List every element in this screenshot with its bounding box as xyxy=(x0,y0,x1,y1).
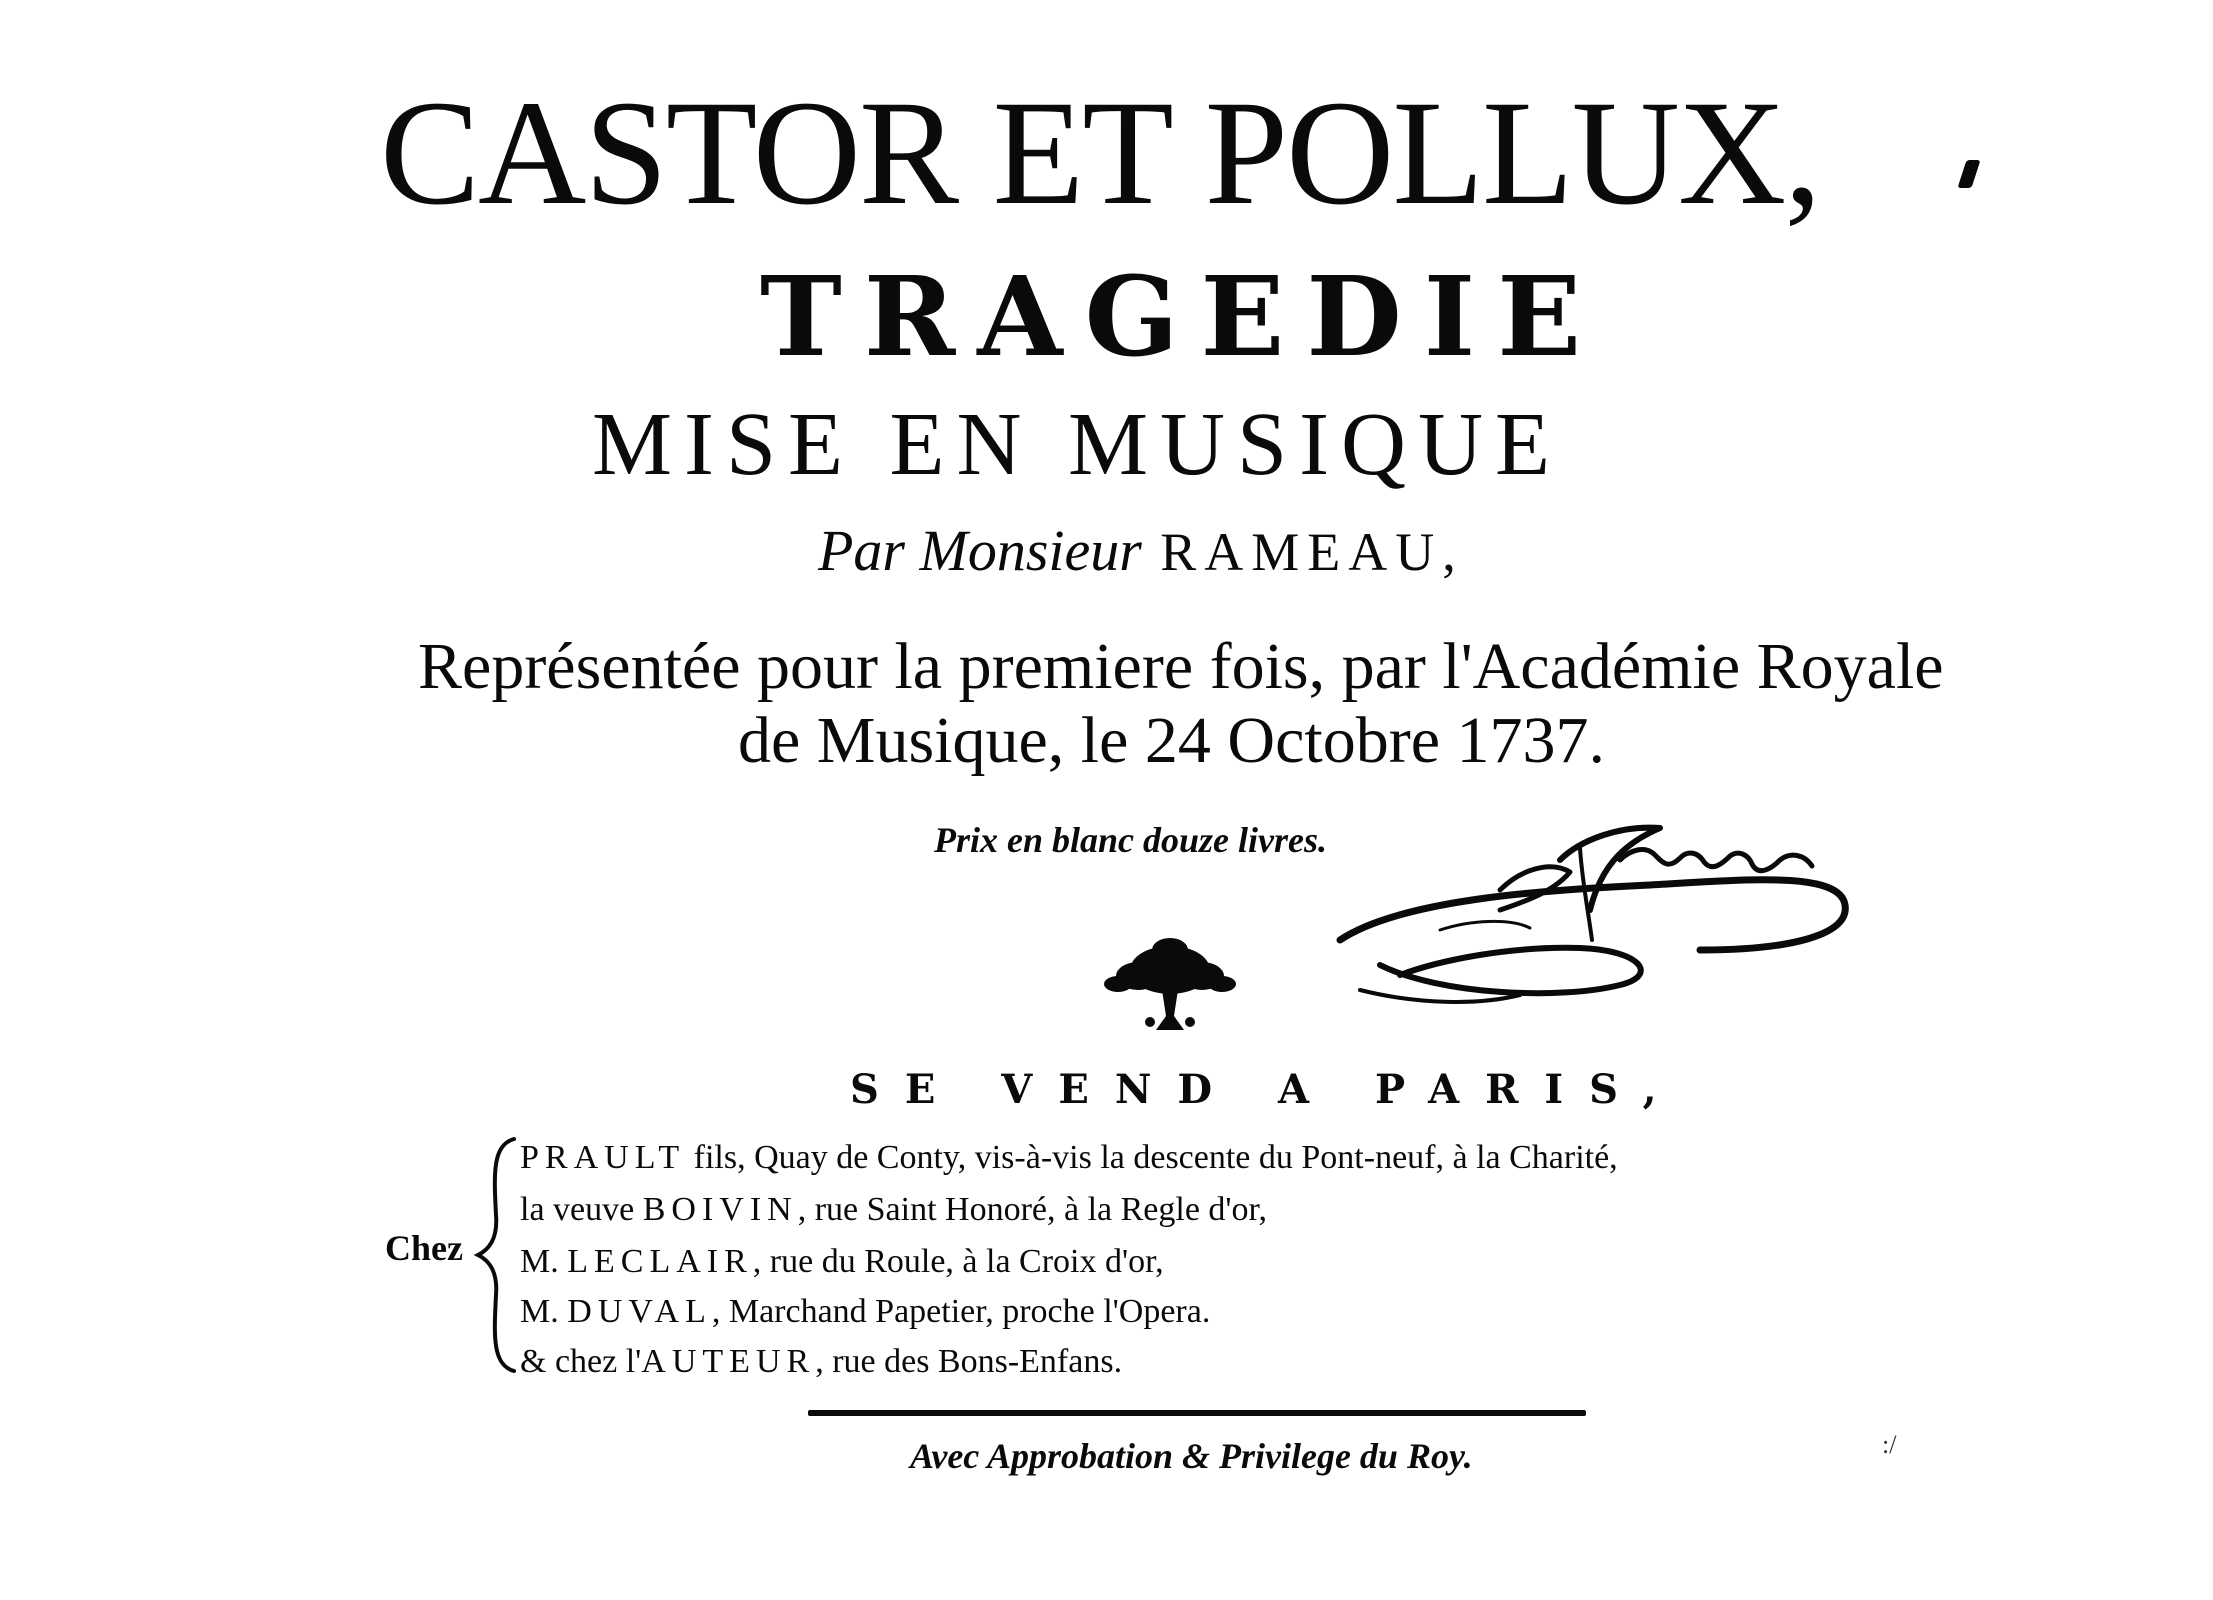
subtitle-tragedie: TRAGEDIE xyxy=(760,252,1604,381)
seller-line-prault xyxy=(520,1138,1618,1178)
performance-line-2: de Musique, le 24 Octobre 1737. xyxy=(738,704,1605,777)
seller-address: fils, Quay de Conty, vis-à-vis la descente du Pont-neuf, à la Charité, xyxy=(685,1139,1618,1176)
author-prefix: Par Monsieur xyxy=(818,518,1142,583)
horizontal-rule xyxy=(808,1410,1586,1416)
approbation-line: Avec Approbation & Privilege du Roy. xyxy=(910,1436,1473,1476)
seller-address: , rue du Roule, à la Croix d'or, xyxy=(752,1243,1164,1280)
handwritten-signature xyxy=(1320,800,1860,1010)
performance-line-1: Représentée pour la premiere fois, par l'Académie Royale xyxy=(418,630,1944,703)
seller-prefix: & chez l' xyxy=(520,1343,642,1380)
chez-label: Chez xyxy=(385,1228,463,1268)
seller-line-duval xyxy=(520,1292,1210,1332)
seller-line-auteur xyxy=(520,1342,1122,1382)
price-line: Prix en blanc douze livres. xyxy=(934,820,1327,860)
stray-mark: :/ xyxy=(1882,1430,1897,1459)
seller-name: LECLAIR xyxy=(567,1243,753,1280)
author-name: RAMEAU, xyxy=(1160,522,1464,582)
seller-name: DUVAL xyxy=(567,1293,712,1330)
seller-address: , rue des Bons-Enfans. xyxy=(815,1343,1123,1380)
seller-prefix: M. xyxy=(520,1293,568,1330)
seller-name: BOIVIN xyxy=(642,1191,798,1228)
subtitle-mise-en-musique: MISE EN MUSIQUE xyxy=(592,395,1563,494)
seller-name: AUTEUR xyxy=(641,1343,816,1380)
seller-line-leclair xyxy=(520,1242,1164,1282)
page-title: CASTOR ET POLLUX, xyxy=(380,70,1820,236)
seller-line-boivin xyxy=(520,1190,1267,1230)
curly-brace xyxy=(474,1135,522,1375)
author-line xyxy=(818,520,1464,582)
seller-address: , rue Saint Honoré, à la Regle d'or, xyxy=(797,1191,1267,1228)
seller-prefix: la veuve xyxy=(520,1191,643,1228)
seller-address: , Marchand Papetier, proche l'Opera. xyxy=(711,1293,1211,1330)
fleuron-ornament xyxy=(1090,930,1250,1040)
seller-name: PRAULT xyxy=(520,1139,686,1176)
se-vend-heading: SE VEND A PARIS, xyxy=(850,1066,1683,1113)
title-ink-mark xyxy=(1957,160,1980,188)
seller-prefix: M. xyxy=(520,1243,568,1280)
